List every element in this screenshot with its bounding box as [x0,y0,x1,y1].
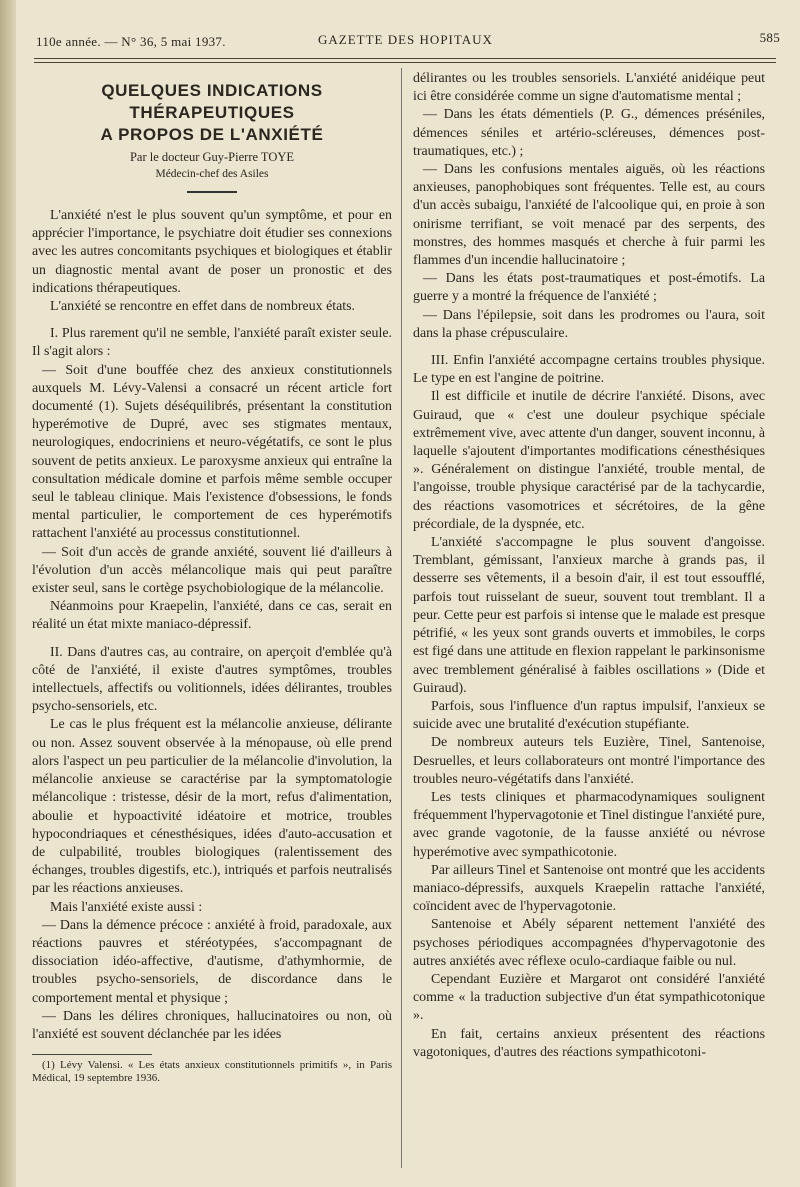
paragraph: — Dans les confusions mentales aiguës, où les réactions anxieuses, panophobiques sont fréquentes. Telle est, au cours d'un accès subaigu, l'anxiété de l'alcoolique qui, en proie à son onirisme terrifiant, se voit menacé par des serpents, des monstres, des hommes masqués et cherche à fuir parmi les flammes d'un incendie hallucinatoire ; [413,162,765,269]
article-author-role: Médecin-chef des Asiles [155,168,269,180]
paragraph: Néanmoins pour Kraepelin, l'anxiété, dans ce cas, serait en réalité un état mixte maniaco-dépressif. [32,599,392,633]
paragraph: Mais l'anxiété existe aussi : [50,899,203,915]
paragraph: L'anxiété n'est le plus souvent qu'un symptôme, et pour en apprécier l'importance, le psychiatre doit étudier ses connexions avec les autres concomitants psychiques et biologiques et établir un diagnostic mental avant de poser un pronostic et des indications thérapeutiques. [32,208,392,296]
paragraph: Il est difficile et inutile de décrire l'anxiété. Disons, avec Guiraud, que « c'est une douleur psychique spéciale extrêmement vive, avec attente d'un danger, souvent inconnu, à laquelle s'ajoutent d'importantes modifications cénesthésiques ». Généralement on distingue l'anxiété, trouble mental, de l'angoisse, trouble physique caractérisé par de la tachycardie, des réactions vasomotrices et sécrétoires, de la gêne précordiale, de la dyspnée, etc. [413,389,765,532]
issue-info: 110e année. — N° 36, 5 mai 1937. [36,34,226,49]
paragraph: — Dans l'épilepsie, soit dans les prodromes ou l'aura, soit dans la phase crépusculaire. [413,307,765,341]
left-column [32,70,392,1085]
title-line-1: QUELQUES INDICATIONS THÉRAPEUTIQUES [101,81,323,122]
header-rule-double [34,62,776,63]
page-binding-edge [0,0,16,1187]
paragraph: — Dans les délires chroniques, hallucinatoires ou non, où l'anxiété est souvent déclanchée par les idées [32,1008,392,1042]
title-line-2: A PROPOS DE L'ANXIÉTÉ [100,125,324,144]
footnote: (1) Lévy Valensi. « Les états anxieux constitutionnels primitifs », in Paris Médical, 19 septembre 1936. [32,1059,392,1085]
paragraph: L'anxiété se rencontre en effet dans de nombreux états. [50,299,356,315]
paragraph: — Soit d'une bouffée chez des anxieux constitutionnels auxquels M. Lévy-Valensi a consacré un récent article fort documenté (1). Sujets déséquilibrés, présentant la constitution hyperémotive de Dupré, avec ses stigmates mentaux, neurologiques, endocriniens et neuro-végétatifs, ce sont le plus souvent de petits anxieux. Le paroxysme anxieux qui entraîne la consultation médicale domine et parfois même semble occuper seul le tableau clinique. Mais l'existence d'obsessions, le fonds mental particulier, le comportement de ces hyperémotifs rattachent l'anxiété au processus constitutionnel. [32,362,392,542]
footnote-rule [32,1054,152,1055]
paragraph: Cependant Euzière et Margarot ont considéré l'anxiété comme « la traduction subjective d'un état sympathicotonique ». [413,971,765,1024]
paragraph: II. Dans d'autres cas, au contraire, on aperçoit d'emblée qu'à côté de l'anxiété, il existe d'autres symptômes, troubles intellectuels, affectifs ou volitionnels, idées délirantes, troubles psycho-sensoriels, etc. [32,644,392,715]
paragraph: Le cas le plus fréquent est la mélancolie anxieuse, délirante ou non. Assez souvent observée à la ménopause, où elle prend alors l'aspect un peu particulier de la mélancolie d'involution, la mélancolie anxieuse se caractérise par la symptomatologie mélancolique : tristesse, désir de la mort, refus d'alimentation, aboulie et hypoactivité idéatoire et motrice, troubles hypocondriaques et cénesthésiques, idées d'auto-accusation et de culpabilité, troubles biologiques (ralentissement des échanges, troubles digestifs, etc.), intriqués et parfois neutralisés par les réactions anxieuses. [32,717,392,897]
paragraph: I. Plus rarement qu'il ne semble, l'anxiété paraît exister seule. Il s'agit alors : [32,326,392,360]
paragraph: De nombreux auteurs tels Euzière, Tinel, Santenoise, Desruelles, et leurs collaborateurs ont montré l'importance des troubles neuro-végétatifs dans l'anxiété. [413,735,765,787]
title-divider [187,191,237,193]
right-column [413,70,765,1062]
article-author: Par le docteur Guy-Pierre TOYE [129,150,295,164]
paragraph: — Dans les états post-traumatiques et post-émotifs. La guerre y a montré la fréquence de l'anxiété ; [413,271,765,305]
page-number: 585 [759,30,780,45]
paragraph: Par ailleurs Tinel et Santenoise ont montré que les accidents maniaco-dépressifs, auxquels Kraepelin rattache l'anxiété, coïncident avec de l'hypervagotonie. [413,862,765,915]
paragraph: Les tests cliniques et pharmacodynamiques soulignent fréquemment l'hypervagotonie et Tinel distingue l'anxiété pure, avec grande vagotonie, de la fausse anxiété ou névrose hyperémotive avec sympathicotonie. [413,789,765,860]
paragraph: délirantes ou les troubles sensoriels. L'anxiété anidéique peut ici être considérée comme un signe d'automatisme mental ; [413,71,765,105]
paragraph: — Dans la démence précoce : anxiété à froid, paradoxale, aux réactions pauvres et stéréotypées, s'accompagnant de dissociation idéo-affective, d'autisme, d'athymhormie, de troubles psycho-sensoriels, de discordance dans le comportement mental et physique ; [32,917,392,1006]
column-separator [401,68,402,1168]
page-header [30,30,780,54]
article-title [32,80,392,146]
paragraph: — Soit d'un accès de grande anxiété, souvent lié d'ailleurs à l'évolution d'un accès mélancolique mais qui peut paraître exister seul, sans le cortège psychobiologique de la mélancolie. [32,544,392,597]
paragraph: L'anxiété s'accompagne le plus souvent d'angoisse. Tremblant, gémissant, l'anxieux marche à grands pas, il desserre ses vêtements, il a besoin d'air, il est tout essoufflé, parfois tout ruisselant de sueur, souvent tout tremblant. Il a peur. Cette peur est parfois si intense que le malade est presque pétrifié, « les yeux sont grands ouverts et immobiles, le corps est figé dans une attitude en flexion rappelant le parkinsonisme avec tremblement généralisé à faibles oscillations » (Dide et Guiraud). [413,535,765,696]
paragraph: Santenoise et Abély séparent nettement l'anxiété des psychoses périodiques accompagnées d'hypervagotonie des autres anxiétés avec réflexe oculo-cardiaque faible ou nul. [413,917,765,969]
paragraph: — Dans les états démentiels (P. G., démences préséniles, démences séniles et artério-scléreuses, démences post-traumatiques, etc.) ; [413,107,765,159]
paragraph: Parfois, sous l'influence d'un raptus impulsif, l'anxieux se suicide avec une brutalité d'exécution stupéfiante. [413,698,765,733]
header-rule [34,58,776,59]
journal-title: GAZETTE DES HOPITAUX [318,32,493,47]
paragraph: III. Enfin l'anxiété accompagne certains troubles physique. Le type en est l'angine de poitrine. [413,353,765,387]
paragraph: En fait, certains anxieux présentent des réactions vagotoniques, d'autres des réactions sympathicotoni- [413,1026,765,1060]
